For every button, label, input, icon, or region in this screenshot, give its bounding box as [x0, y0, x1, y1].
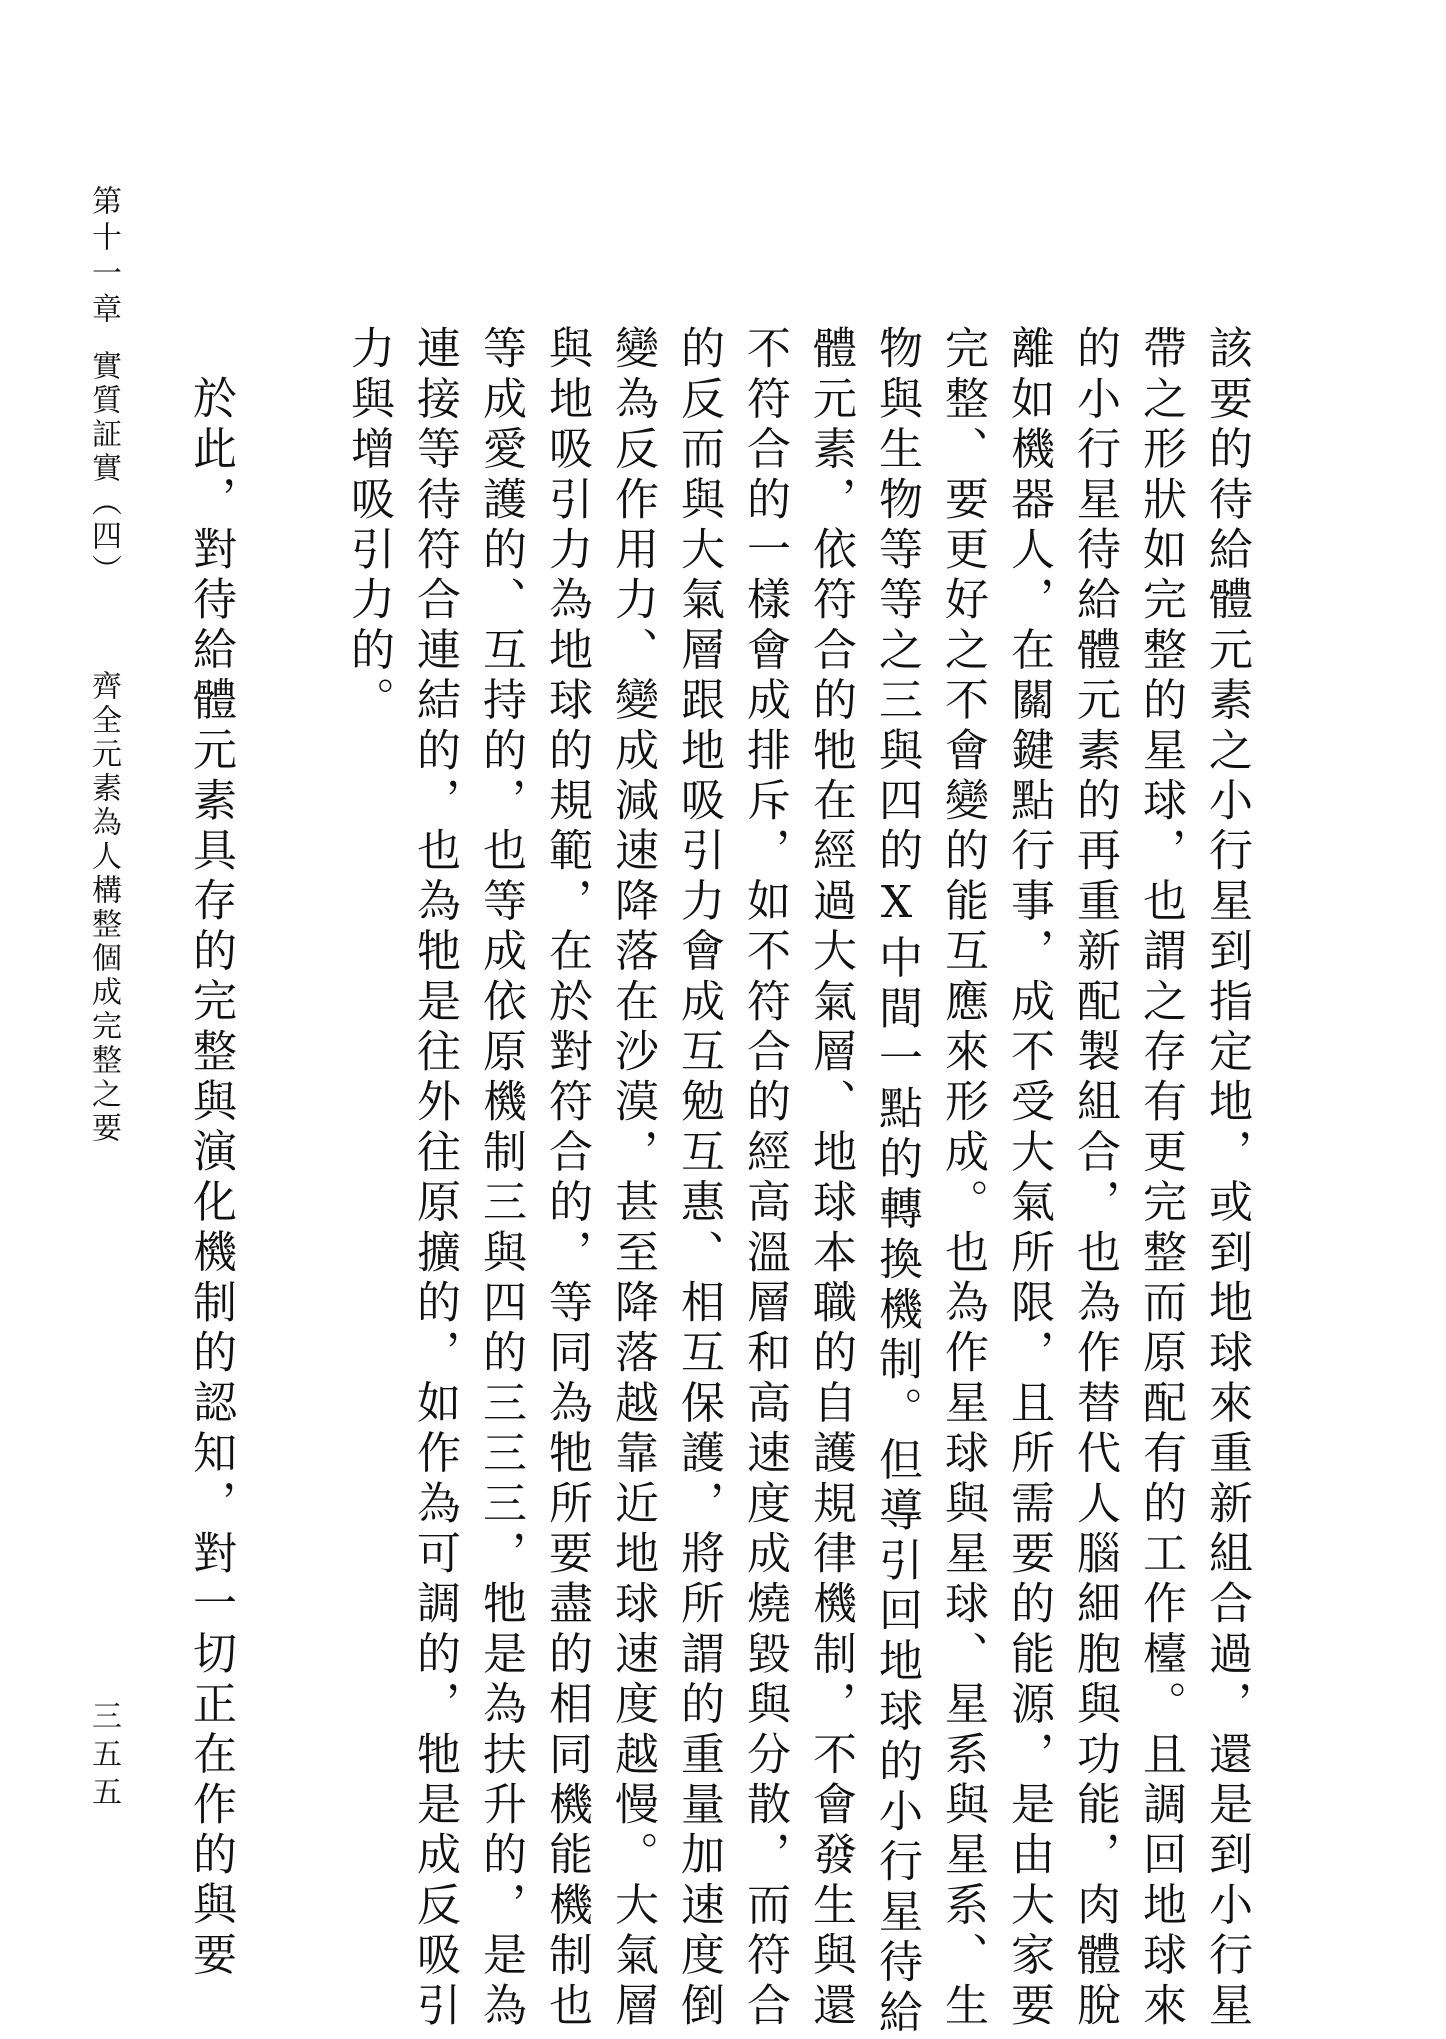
body-line: 的反而與大氣層跟地吸引力會成互勉互惠、相互保護，將所謂的重量加速度倒: [673, 325, 724, 2032]
body-line: 的小行星待給體元素的再重新配製組合，也為作替代人腦細胞與功能，肉體脫: [1069, 325, 1120, 2032]
body-line: 於此，對待給體元素具存的完整與演化機制的認知，對一切正在作的與要: [185, 375, 236, 1982]
body-line: 該要的待給體元素之小行星到指定地，或到地球來重新組合過，還是到小行星: [1201, 325, 1252, 2032]
body-line: 完整、要更好之不會變的能互應來形成。也為作星球與星球、星系與星系、生: [937, 325, 988, 2032]
body-line: 帶之形狀如完整的星球，也謂之存有更完整而原配有的工作檯。且調回地球來: [1135, 325, 1186, 2032]
body-line: 物與生物等等之三與四的X中間一點的轉換機制。但導引回地球的小行星待給: [871, 325, 922, 2039]
running-header-title: 齊全元素為人構整個成完整之要: [86, 670, 121, 1146]
body-line: 離如機器人，在關鍵點行事，成不受大氣所限，且所需要的能源，是由大家要: [1003, 325, 1054, 2032]
body-line: 力與增吸引力的。: [343, 325, 394, 727]
running-header-chapter: 第十一章: [86, 185, 121, 329]
body-line: 體元素，依符合的牠在經過大氣層、地球本職的自護規律機制，不會發生與還: [805, 325, 856, 2032]
running-header-section: 實質証實（四）: [86, 350, 121, 588]
body-line: 連接等待符合連結的，也為牠是往外往原擴的，如作為可調的，牠是成反吸引: [409, 325, 460, 2032]
body-line: 等成愛護的、互持的，也等成依原機制三與四的三三三，牠是為扶升的，是為: [475, 325, 526, 2032]
body-line: 變為反作用力、變成減速降落在沙漠，甚至降落越靠近地球速度越慢。大氣層: [607, 325, 658, 2032]
page-number: 三五五: [86, 1700, 121, 1814]
body-line: 與地吸引力為地球的規範，在於對符合的，等同為牠所要盡的相同機能機制也: [541, 325, 592, 2032]
body-line: 不符合的一樣會成排斥，如不符合的經高溫層和高速度成燒毀與分散，而符合: [739, 325, 790, 2032]
